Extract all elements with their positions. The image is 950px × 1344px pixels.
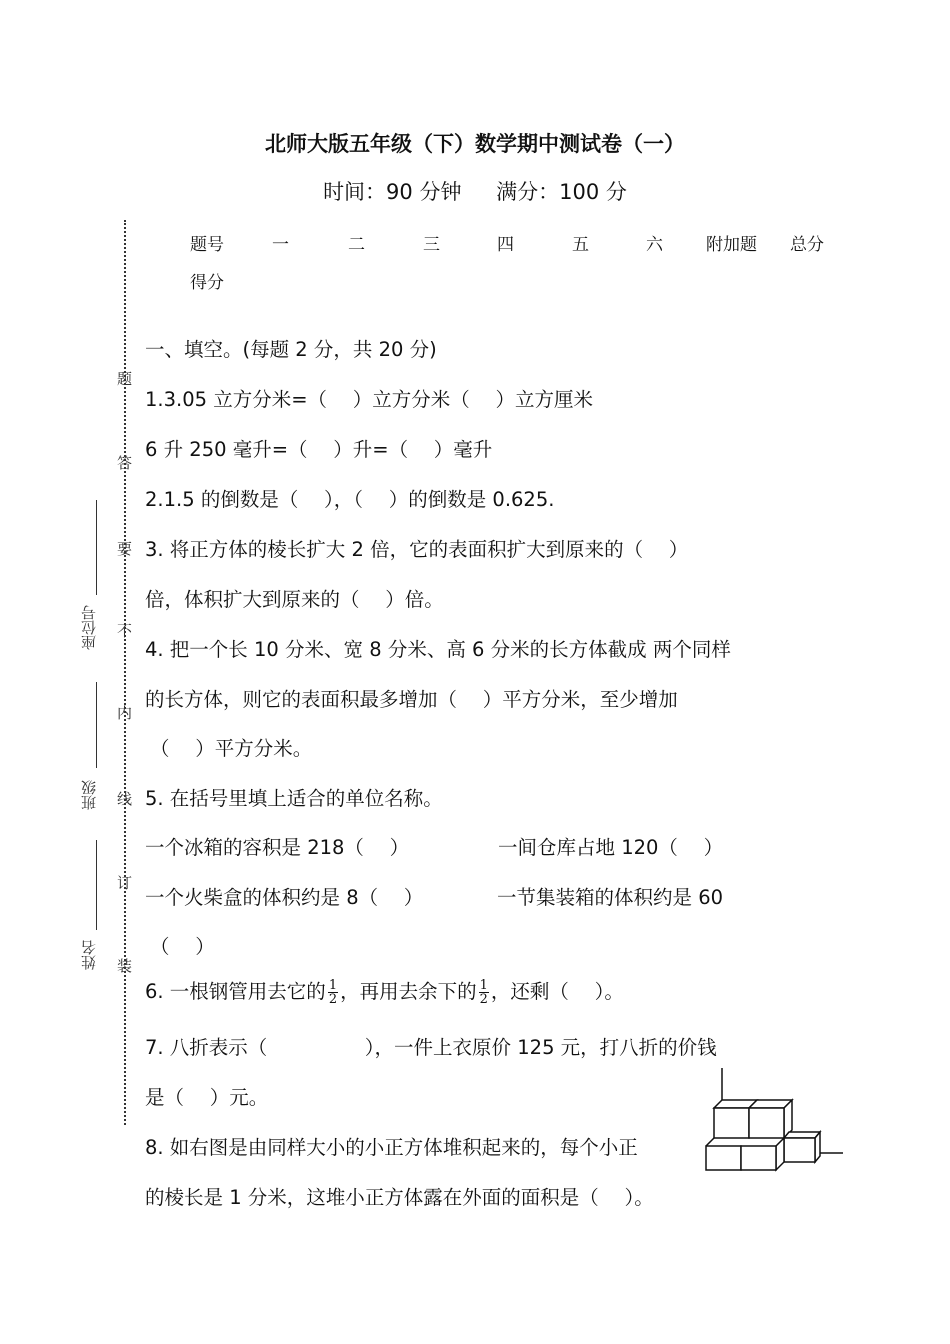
score-header-cell: 附加题 [706, 235, 757, 255]
binding-line [124, 220, 126, 1125]
q6-text: ，再用去余下的 [340, 980, 477, 1003]
seat-number-label: 座位号 [80, 605, 98, 650]
score-header-cell: 题号 [190, 235, 224, 255]
cube-front-face [714, 1108, 749, 1138]
binding-char: 题 [117, 370, 133, 388]
score-header-cell: 五 [572, 235, 589, 255]
class-label: 班级 [80, 780, 98, 810]
name-field[interactable] [78, 840, 98, 970]
q6-text: ，还剩（ ）。 [490, 980, 624, 1003]
binding-char: 不 [117, 622, 133, 640]
score-header-cell: 一 [272, 235, 289, 255]
exam-info [0, 176, 950, 206]
binding-char: 订 [117, 874, 133, 892]
cube-side-face [776, 1138, 784, 1170]
question-line: 倍，体积扩大到原来的（ ）倍。 [145, 588, 444, 611]
question-line: 的棱长是 1 分米，这堆小正方体露在外面的面积是（ ）。 [145, 1186, 654, 1209]
fraction [328, 979, 338, 1006]
score-header-cell: 二 [348, 235, 365, 255]
q5-item: 一节集装箱的体积约是 60 [497, 886, 724, 909]
score-header-cell: 六 [646, 235, 663, 255]
question-line: 3. 将正方体的棱长扩大 2 倍，它的表面积扩大到原来的（ ） [145, 538, 689, 561]
score-header-cell: 四 [497, 235, 514, 255]
cube-front-face [784, 1138, 815, 1162]
cube-stack-figure [700, 1060, 850, 1210]
name-label: 姓名 [80, 940, 98, 970]
fraction-denominator: 2 [328, 992, 338, 1007]
question-line: 2.1.5 的倒数是（ ），（ ）的倒数是 0.625. [145, 488, 555, 511]
binding-char: 要 [117, 540, 133, 558]
question-line: 4. 把一个长 10 分米、宽 8 分米、高 6 分米的长方体截成 两个同样 [145, 638, 731, 661]
question-line: （ ）平方分米。 [150, 737, 313, 760]
question-line: 1.3.05 立方分米=（ ）立方分米（ ）立方厘米 [145, 388, 593, 411]
question-line: 7. 八折表示（ ），一件上衣原价 125 元，打八折的价钱 [145, 1036, 717, 1059]
score-header-cell: 总分 [790, 235, 824, 255]
full-score: 满分：100 分 [496, 180, 627, 204]
question-line: 5. 在括号里填上适合的单位名称。 [145, 787, 443, 810]
name-underline [96, 840, 97, 930]
fraction-numerator: 1 [328, 978, 338, 993]
q6-line [145, 976, 624, 1006]
cube-top-face [784, 1132, 820, 1138]
section-heading: 一、填空。(每题 2 分，共 20 分) [145, 338, 437, 361]
seat-number-field[interactable] [78, 500, 98, 650]
cube-edge [706, 1138, 714, 1146]
q6-text: 6. 一根钢管用去它的 [145, 980, 326, 1003]
cube-front-face [741, 1146, 776, 1170]
q5-item: 一个冰箱的容积是 218（ ） [145, 836, 410, 859]
score-row-label: 得分 [190, 273, 224, 293]
question-line: 6 升 250 毫升=（ ）升=（ ）毫升 [145, 438, 493, 461]
class-field[interactable] [78, 682, 98, 810]
time-limit: 时间：90 分钟 [323, 180, 462, 204]
seat-number-underline [96, 500, 97, 595]
fraction-numerator: 1 [479, 978, 488, 993]
q5-item: 一个火柴盒的体积约是 8（ ） [145, 886, 424, 909]
score-header-cell: 三 [423, 235, 440, 255]
cube-front-face [706, 1146, 741, 1170]
exam-title: 北师大版五年级（下）数学期中测试卷（一） [265, 132, 685, 156]
binding-char: 答 [117, 454, 133, 472]
question-line: 是（ ）元。 [145, 1086, 269, 1109]
binding-char: 装 [117, 957, 133, 975]
binding-char: 内 [117, 704, 133, 722]
question-line: 8. 如右图是由同样大小的小正方体堆积起来的，每个小正 [145, 1136, 638, 1159]
q5-item: （ ） [150, 935, 215, 958]
fraction [479, 979, 489, 1006]
class-underline [96, 682, 97, 768]
q5-item: 一间仓库占地 120（ ） [498, 836, 724, 859]
cube-front-face [749, 1108, 784, 1138]
fraction-denominator: 2 [479, 992, 488, 1007]
binding-char: 线 [117, 790, 133, 808]
question-line: 的长方体，则它的表面积最多增加（ ）平方分米，至少增加 [145, 688, 678, 711]
